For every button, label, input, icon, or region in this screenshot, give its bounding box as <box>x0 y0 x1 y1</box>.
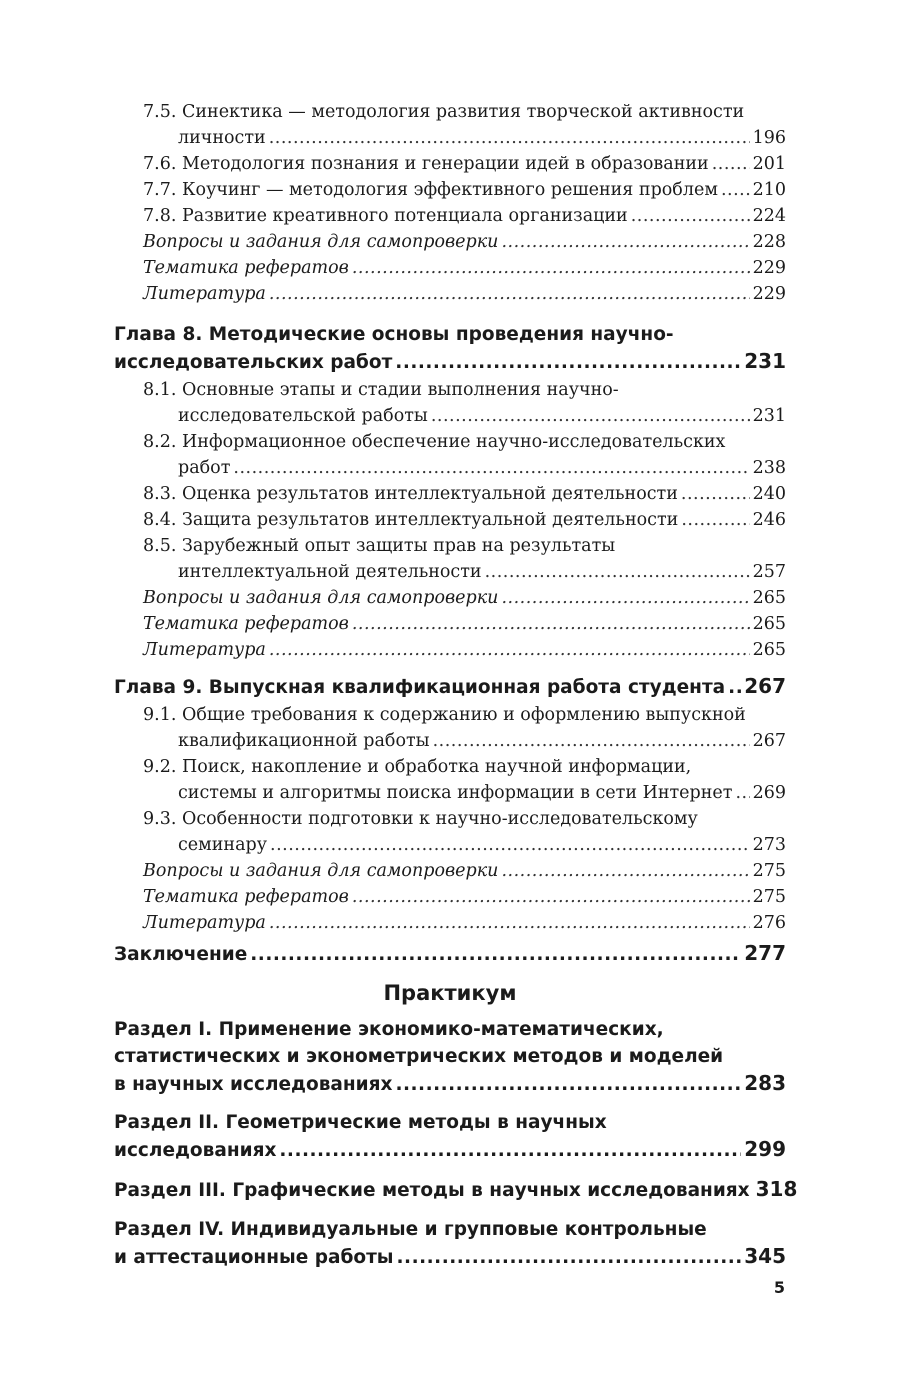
entry-title: Вопросы и задания для самопроверки <box>143 232 499 252</box>
entry-page: 240 <box>752 484 786 504</box>
toc-chapter-8 <box>114 321 786 376</box>
entry-title: Вопросы и задания для самопроверки <box>143 588 499 608</box>
leader-dots <box>721 177 750 203</box>
entry-page: 265 <box>752 588 786 608</box>
chapter-title: Глава 8. Методические основы проведения научно- <box>114 324 674 345</box>
leader-dots <box>712 151 750 177</box>
entry-title: Основные этапы и стадии выполнения научно- <box>181 380 619 400</box>
chapter-title-cont: исследовательских работ <box>114 352 393 373</box>
toc-practicum-section-3 <box>114 1176 798 1204</box>
section-title-cont: статистических и эконометрических методов и моделей <box>114 1046 724 1067</box>
entry-title-cont: квалификационной работы <box>178 731 430 751</box>
entry-page: 265 <box>752 614 786 634</box>
entry-number: 7.6. <box>143 154 177 174</box>
entry-number: 8.3. <box>143 484 177 504</box>
section-title-cont: в научных исследованиях <box>114 1074 393 1095</box>
entry-title: Оценка результатов интеллектуальной деятельности <box>181 484 678 504</box>
entry-number: 7.7. <box>143 180 177 200</box>
entry-page: 238 <box>752 458 786 478</box>
leader-dots <box>501 585 749 611</box>
section-page: 318 <box>755 1177 798 1201</box>
toc-chapter-9 <box>114 673 786 701</box>
leader-dots <box>501 229 749 255</box>
entry-title: Литература <box>143 913 266 933</box>
entry-title-cont: системы и алгоритмы поиска информации в сети Интернет <box>178 783 733 803</box>
page-number: 5 <box>773 1278 785 1297</box>
practicum-heading: Практикум <box>383 981 517 1005</box>
entry-number: 8.5. <box>143 536 177 556</box>
entry-title: Тематика рефератов <box>143 887 349 907</box>
section-page: 299 <box>744 1137 786 1161</box>
entry-page: 224 <box>752 206 786 226</box>
section-title-cont: исследованиях <box>114 1140 277 1161</box>
entry-page: 275 <box>752 861 786 881</box>
leader-dots <box>269 125 750 151</box>
entry-title: Литература <box>143 284 266 304</box>
entry-title: Особенности подготовки к научно-исследовательскому <box>181 809 698 829</box>
leader-dots <box>352 611 750 637</box>
toc-entry <box>114 203 786 229</box>
entry-title: Защита результатов интеллектуальной деятельности <box>181 510 679 530</box>
entry-title-cont: семинару <box>178 835 268 855</box>
chapter-title: Глава 9. Выпускная квалификационная работа студента <box>114 677 726 698</box>
leader-dots <box>352 884 750 910</box>
entry-page: 210 <box>752 180 786 200</box>
entry-page: 267 <box>752 731 786 751</box>
entry-title: Коучинг — методология эффективного решения проблем <box>181 180 718 200</box>
entry-title: Тематика рефератов <box>143 258 349 278</box>
leader-dots <box>728 674 741 701</box>
leader-dots <box>485 559 750 585</box>
entry-title: Общие требования к содержанию и оформлению выпускной <box>181 705 746 725</box>
toc-practicum-section-2 <box>114 1109 786 1164</box>
toc-entry <box>114 507 786 533</box>
entry-page: 231 <box>752 406 786 426</box>
chapter-page: 267 <box>744 674 786 698</box>
toc-practicum <box>114 1016 798 1272</box>
entry-number: 9.2. <box>143 757 177 777</box>
entry-page: 275 <box>752 887 786 907</box>
leader-dots <box>433 728 750 754</box>
toc-entry-questions <box>114 229 786 255</box>
toc-entry-literature <box>114 281 786 307</box>
entry-page: 246 <box>752 510 786 530</box>
chapter-page: 231 <box>744 349 786 373</box>
toc-entry <box>114 481 786 507</box>
leader-dots <box>269 910 750 936</box>
entry-title: Синектика — методология развития творческой активности <box>181 102 745 122</box>
toc-entry <box>114 533 786 585</box>
section-title: Раздел I. Применение экономико-математических, <box>114 1019 664 1040</box>
entry-title-cont: интеллектуальной деятельности <box>178 562 482 582</box>
entry-page: 229 <box>752 258 786 278</box>
conclusion-title: Заключение <box>114 944 248 965</box>
entry-number: 8.2. <box>143 432 177 452</box>
toc-entry <box>114 806 786 858</box>
toc-entry-literature <box>114 910 786 936</box>
leader-dots <box>279 1137 741 1164</box>
entry-number: 8.4. <box>143 510 177 530</box>
toc-entry <box>114 177 786 203</box>
section-title: Раздел IV. Индивидуальные и групповые контрольные <box>114 1219 707 1240</box>
entry-title: Информационное обеспечение научно-исследовательских <box>181 432 726 452</box>
entry-title-cont: личности <box>178 128 266 148</box>
toc-entry-literature <box>114 637 786 663</box>
entry-title: Зарубежный опыт защиты прав на результаты <box>181 536 616 556</box>
entry-page: 229 <box>752 284 786 304</box>
toc-entry-topics <box>114 611 786 637</box>
entry-number: 8.1. <box>143 380 177 400</box>
leader-dots <box>631 203 750 229</box>
toc-practicum-section-1 <box>114 1016 786 1098</box>
entry-number: 9.3. <box>143 809 177 829</box>
entry-page: 265 <box>752 640 786 660</box>
entry-page: 269 <box>752 783 786 803</box>
leader-dots <box>270 832 750 858</box>
entry-title: Вопросы и задания для самопроверки <box>143 861 499 881</box>
entry-page: 228 <box>752 232 786 252</box>
conclusion-page: 277 <box>744 941 786 965</box>
toc-entry <box>114 754 786 806</box>
entry-number: 7.8. <box>143 206 177 226</box>
toc-entry-topics <box>114 255 786 281</box>
leader-dots <box>352 255 750 281</box>
toc-entry-topics <box>114 884 786 910</box>
leader-dots <box>395 1071 741 1098</box>
leader-dots <box>501 858 749 884</box>
entry-title: Тематика рефератов <box>143 614 349 634</box>
entry-number: 7.5. <box>143 102 177 122</box>
section-title: Раздел II. Геометрические методы в научных <box>114 1112 607 1133</box>
leader-dots <box>269 281 750 307</box>
toc-entry <box>114 99 786 151</box>
toc-entry <box>114 702 786 754</box>
toc-entry <box>114 377 786 429</box>
toc-entry <box>114 429 786 481</box>
leader-dots <box>681 481 750 507</box>
entry-title: Литература <box>143 640 266 660</box>
entry-page: 257 <box>752 562 786 582</box>
leader-dots <box>269 637 750 663</box>
leader-dots <box>431 403 750 429</box>
entry-page: 276 <box>752 913 786 933</box>
leader-dots <box>397 1244 742 1271</box>
entry-title-cont: работ <box>178 458 231 478</box>
toc-chapter7-tail <box>114 99 786 969</box>
leader-dots <box>395 349 741 376</box>
toc-conclusion <box>114 940 786 968</box>
leader-dots <box>735 780 749 806</box>
entry-title: Развитие креативного потенциала организации <box>181 206 628 226</box>
toc-entry-questions <box>114 858 786 884</box>
leader-dots <box>681 507 749 533</box>
entry-title: Поиск, накопление и обработка научной информации, <box>181 757 692 777</box>
entry-page: 201 <box>752 154 786 174</box>
entry-title-cont: исследовательской работы <box>178 406 428 426</box>
section-page: 283 <box>744 1071 786 1095</box>
entry-number: 9.1. <box>143 705 177 725</box>
toc-entry <box>114 151 786 177</box>
entry-page: 273 <box>752 835 786 855</box>
toc-entry-questions <box>114 585 786 611</box>
leader-dots <box>250 941 741 968</box>
section-page: 345 <box>744 1244 786 1268</box>
toc-practicum-section-4 <box>114 1216 786 1271</box>
entry-title: Методология познания и генерации идей в образовании <box>181 154 709 174</box>
section-title: Раздел III. Графические методы в научных исследованиях <box>114 1180 750 1201</box>
section-title-cont: и аттестационные работы <box>114 1247 394 1268</box>
entry-page: 196 <box>752 128 786 148</box>
leader-dots <box>233 455 749 481</box>
